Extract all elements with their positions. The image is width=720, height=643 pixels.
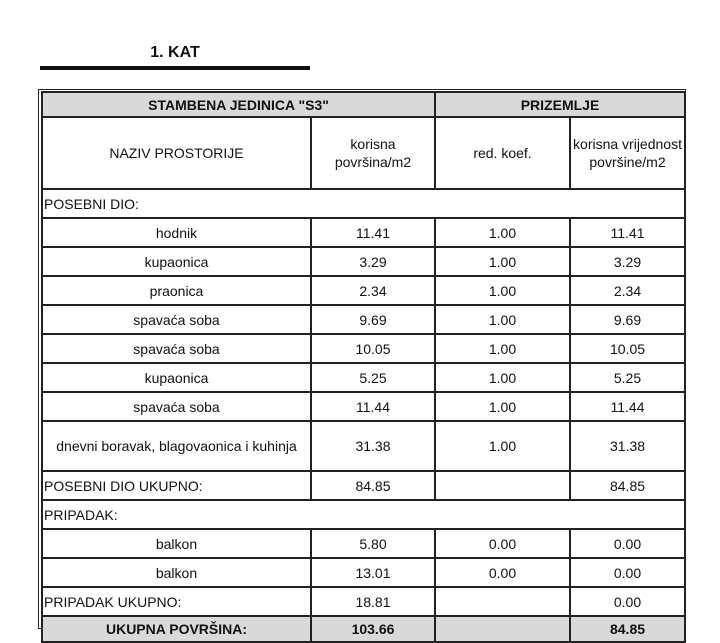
- section-total-row: [42, 587, 685, 616]
- room-coef: 1.00: [435, 421, 570, 471]
- room-value: 0.00: [570, 558, 685, 587]
- col-header-coef: red. koef.: [435, 117, 570, 189]
- room-value: 3.29: [570, 247, 685, 276]
- room-area: 5.25: [311, 363, 435, 392]
- col-header-area-line1: korisna: [350, 136, 396, 152]
- room-area: 11.44: [311, 392, 435, 421]
- room-area: 9.69: [311, 305, 435, 334]
- table-row: [42, 421, 685, 471]
- room-coef: 0.00: [435, 558, 570, 587]
- col-header-value-line1: korisna vrijednost: [573, 136, 682, 152]
- room-coef: 1.00: [435, 247, 570, 276]
- page-heading: 1. KAT: [150, 44, 200, 61]
- section1-total-label: POSEBNI DIO UKUPNO:: [42, 471, 311, 500]
- section1-total-area: 84.85: [311, 471, 435, 500]
- room-coef: 1.00: [435, 218, 570, 247]
- section-total-row: [42, 471, 685, 500]
- table-row: [42, 276, 685, 305]
- col-header-value: [570, 117, 685, 189]
- room-name: dnevni boravak, blagovaonica i kuhinja: [42, 421, 311, 471]
- grand-total-value: 84.85: [570, 616, 685, 642]
- room-name: spavaća soba: [42, 334, 311, 363]
- table-row: [42, 529, 685, 558]
- col-header-area-line2: površina/m2: [334, 154, 412, 170]
- room-name: praonica: [42, 276, 311, 305]
- section1-total-coef: [435, 471, 570, 500]
- heading-underline: [40, 66, 310, 70]
- table-row: [42, 558, 685, 587]
- room-coef: 0.00: [435, 529, 570, 558]
- unit-title: STAMBENA JEDINICA "S3": [42, 92, 435, 117]
- room-name: balkon: [42, 558, 311, 587]
- room-name: kupaonica: [42, 247, 311, 276]
- col-header-area: [311, 117, 435, 189]
- table-row: [42, 247, 685, 276]
- table-row: [42, 392, 685, 421]
- section2-total-area: 18.81: [311, 587, 435, 616]
- room-area: 2.34: [311, 276, 435, 305]
- floor-title: PRIZEMLJE: [435, 92, 685, 117]
- table-row: [42, 218, 685, 247]
- room-name: hodnik: [42, 218, 311, 247]
- section2-total-value: 0.00: [570, 587, 685, 616]
- section2-total-label: PRIPADAK UKUPNO:: [42, 587, 311, 616]
- table-row: [42, 334, 685, 363]
- section1-total-value: 84.85: [570, 471, 685, 500]
- room-coef: 1.00: [435, 305, 570, 334]
- room-value: 0.00: [570, 529, 685, 558]
- section-title-row: [42, 500, 685, 529]
- room-area: 13.01: [311, 558, 435, 587]
- col-header-name: NAZIV PROSTORIJE: [42, 117, 311, 189]
- section1-title: POSEBNI DIO:: [42, 189, 685, 218]
- room-coef: 1.00: [435, 334, 570, 363]
- room-coef: 1.00: [435, 392, 570, 421]
- room-area: 3.29: [311, 247, 435, 276]
- table-title-row: [42, 92, 685, 117]
- section-title-row: [42, 189, 685, 218]
- room-value: 5.25: [570, 363, 685, 392]
- room-value: 11.41: [570, 218, 685, 247]
- col-header-value-line2: površine/m2: [589, 154, 666, 170]
- room-coef: 1.00: [435, 363, 570, 392]
- grand-total-area: 103.66: [311, 616, 435, 642]
- table-row: [42, 305, 685, 334]
- room-name: spavaća soba: [42, 392, 311, 421]
- grand-total-row: [42, 616, 685, 642]
- section2-title: PRIPADAK:: [42, 500, 685, 529]
- column-header-row: [42, 117, 685, 189]
- room-value: 9.69: [570, 305, 685, 334]
- grand-total-label: UKUPNA POVRŠINA:: [42, 616, 311, 642]
- room-area: 10.05: [311, 334, 435, 363]
- section2-total-coef: [435, 587, 570, 616]
- area-table: [41, 91, 686, 643]
- room-name: spavaća soba: [42, 305, 311, 334]
- room-coef: 1.00: [435, 276, 570, 305]
- room-area: 31.38: [311, 421, 435, 471]
- room-area: 5.80: [311, 529, 435, 558]
- table-row: [42, 363, 685, 392]
- room-value: 31.38: [570, 421, 685, 471]
- room-value: 2.34: [570, 276, 685, 305]
- grand-total-coef: [435, 616, 570, 642]
- room-name: balkon: [42, 529, 311, 558]
- room-value: 10.05: [570, 334, 685, 363]
- room-name: kupaonica: [42, 363, 311, 392]
- room-area: 11.41: [311, 218, 435, 247]
- room-value: 11.44: [570, 392, 685, 421]
